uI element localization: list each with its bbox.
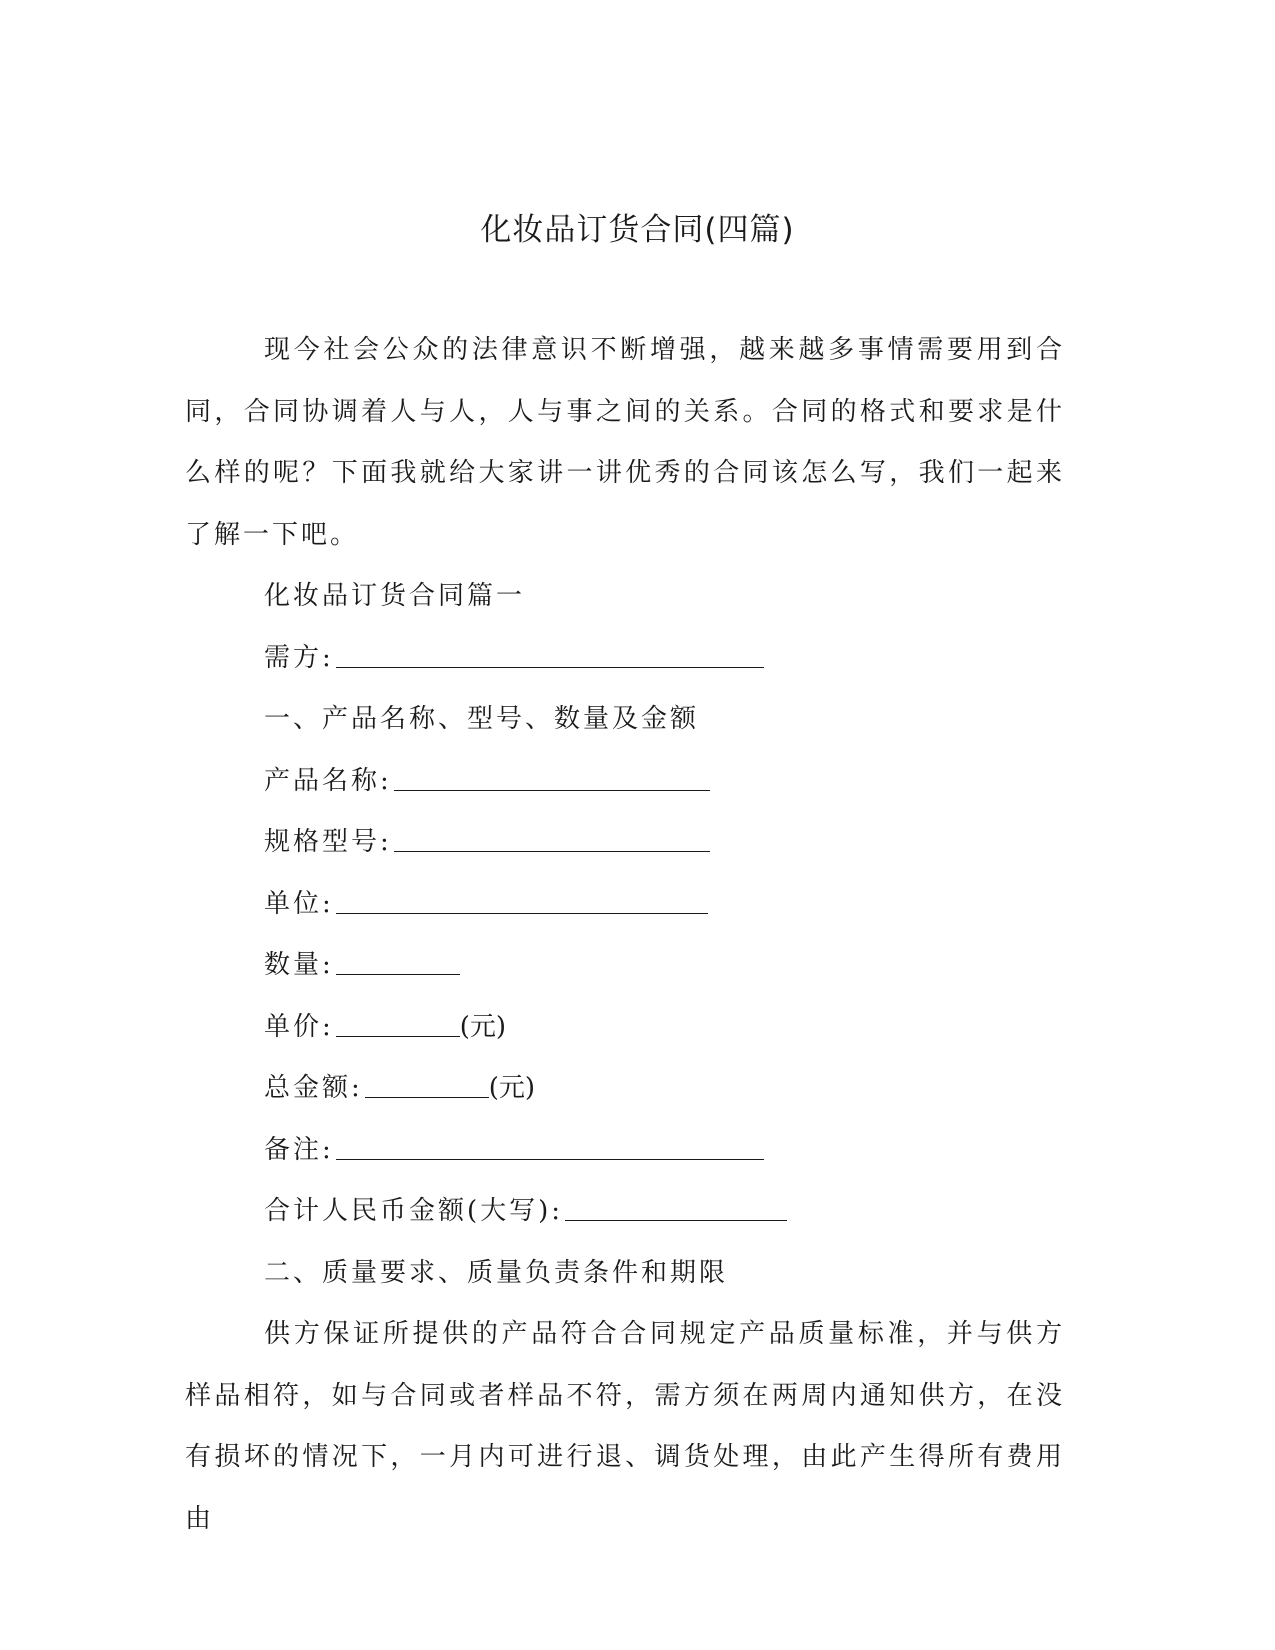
quantity-blank [336, 948, 460, 975]
quantity-line [185, 935, 1065, 997]
section-heading [185, 566, 1065, 628]
total-rmb-line [185, 1181, 1065, 1243]
product-name-blank [394, 764, 710, 791]
quantity-label: 数量: [264, 950, 334, 980]
total-amount-label: 总金额: [264, 1073, 363, 1103]
buyer-line [185, 628, 1065, 690]
unit-label: 单位: [264, 888, 334, 919]
spec-model-label: 规格型号: [264, 827, 392, 857]
article-1-heading-text: 一、产品名称、型号、数量及金额 [264, 704, 700, 734]
document-title: 化妆品订货合同(四篇) [480, 212, 795, 248]
spec-model-blank [394, 825, 710, 852]
total-rmb-label: 合计人民币金额(大写): [264, 1196, 564, 1226]
unit-line [185, 874, 1065, 936]
total-amount-line [185, 1058, 1065, 1120]
article-1-heading [185, 689, 1065, 751]
intro-paragraph: 现今社会公众的法律意识不断增强，越来越多事情需要用到合同，合同协调着人与人，人与事之间的关系。合同的格式和要求是什么样的呢？下面我就给大家讲一讲优秀的合同该怎么写，我们一起来了解一下吧。 [185, 335, 1065, 550]
article-2-heading-text: 二、质量要求、质量负责条件和期限 [264, 1257, 729, 1288]
buyer-blank [336, 641, 764, 668]
document-body [185, 320, 1065, 1550]
unit-price-suffix: (元) [459, 1011, 507, 1042]
product-name-label: 产品名称: [264, 765, 392, 796]
article-2-heading [185, 1243, 1065, 1305]
unit-price-label: 单价: [264, 1011, 334, 1042]
total-rmb-blank [565, 1194, 787, 1221]
total-amount-suffix: (元) [488, 1073, 536, 1103]
unit-price-blank [336, 1010, 460, 1037]
product-name-line [185, 751, 1065, 813]
remarks-line [185, 1120, 1065, 1182]
article-2-paragraph: 供方保证所提供的产品符合合同规定产品质量标准，并与供方样品相符，如与合同或者样品不符，需方须在两周内通知供方，在没有损坏的情况下，一月内可进行退、调货处理，由此产生得所有费用由 [185, 1319, 1065, 1534]
total-amount-blank [365, 1071, 489, 1098]
unit-price-line [185, 997, 1065, 1059]
buyer-label: 需方: [264, 642, 334, 673]
remarks-blank [336, 1133, 764, 1160]
remarks-label: 备注: [264, 1134, 334, 1165]
spec-model-line [185, 812, 1065, 874]
section-heading-text: 化妆品订货合同篇一 [264, 581, 526, 611]
unit-blank [336, 887, 708, 914]
